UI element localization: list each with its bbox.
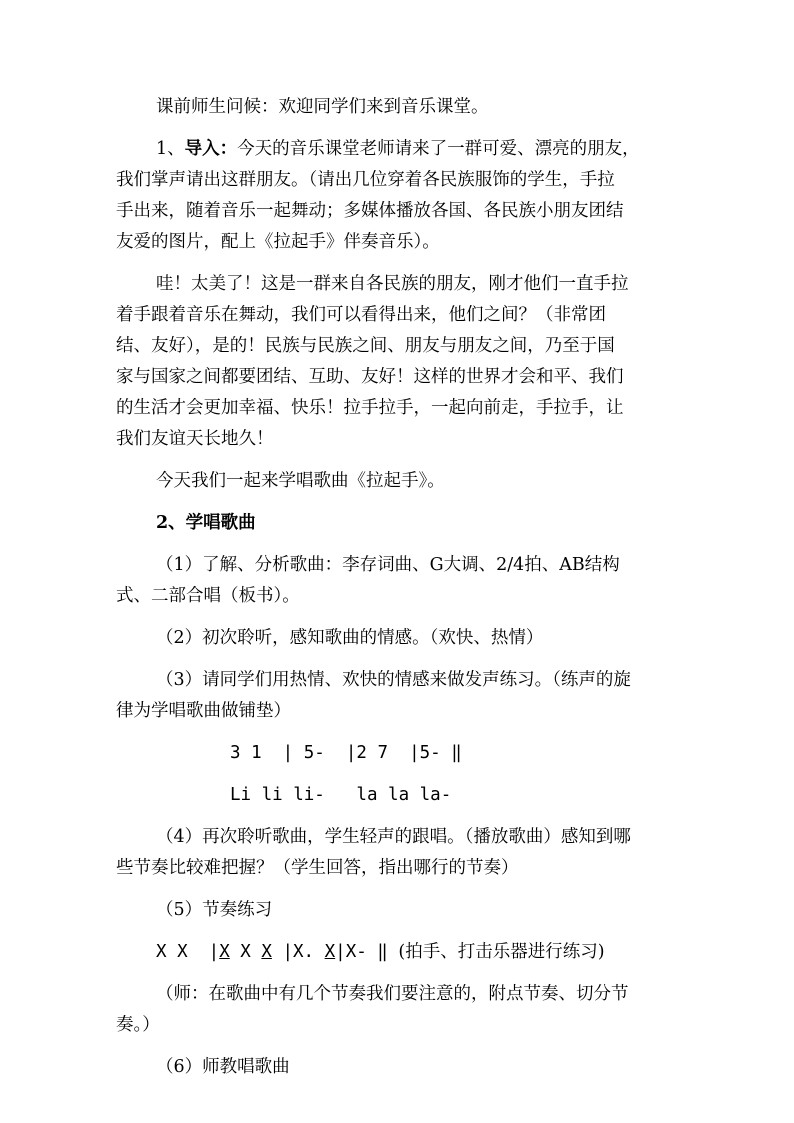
greeting-paragraph: 课前师生问候：欢迎同学们来到音乐课堂。	[156, 97, 489, 117]
step-6: （6）师教唱歌曲	[156, 1057, 290, 1077]
step-1-line-1: （1）了解、分析歌曲：李存词曲、G大调、2/4拍、AB结构	[156, 555, 620, 575]
step-1-line-2: 式、二部合唱（板书）。	[116, 586, 300, 606]
step-2: （2）初次聆听，感知歌曲的情感。（欢快、热情）	[156, 628, 544, 648]
vocal-exercise-lyrics: Li li li- la la la-	[230, 785, 452, 805]
intro-heading: 导入：	[184, 139, 238, 159]
step-3-line-2: 律为学唱歌曲做铺垫）	[116, 701, 291, 721]
wa-text-5: 的生活才会更加幸福、快乐！拉手拉手，一起向前走，手拉手，让	[116, 398, 624, 418]
intro-text-4: 友爱的图片，配上《拉起手》伴奏音乐）。	[116, 232, 440, 252]
rhythm-part-3: |X.	[271, 942, 325, 962]
step-5: （5）节奏练习	[156, 900, 273, 920]
rhythm-underlined-3: X	[324, 942, 336, 962]
wa-text-4: 家与国家之间都要团结、互助、友好！这样的世界才会和平、我们	[116, 367, 624, 387]
step-4-line-2: 些节奏比较难把握？（学生回答，指出哪行的节奏）	[116, 858, 519, 878]
rhythm-exercise	[156, 937, 718, 968]
vocal-exercise-notation: 3 1 | 5- |2 7 |5- ‖	[230, 743, 462, 763]
rhythm-underlined-2: X	[261, 942, 272, 962]
intro-first-line	[156, 134, 718, 165]
wa-text-6: 我们友谊天长地久！	[116, 429, 274, 449]
intro-text-3: 手出来，随着音乐一起舞动；多媒体播放各国、各民族小朋友团结	[116, 201, 624, 221]
step-4-line-1: （4）再次聆听歌曲，学生轻声的跟唱。（播放歌曲）感知到哪	[156, 827, 631, 847]
rhythm-part-2: X	[229, 942, 262, 962]
wa-text-2: 着手跟着音乐在舞动，我们可以看得出来，他们之间？（非常团	[116, 305, 606, 325]
intro-text-1: 今天的音乐课堂老师请来了一群可爱、漂亮的朋友，	[237, 139, 640, 159]
today-paragraph: 今天我们一起来学唱歌曲《拉起手》。	[156, 471, 445, 491]
section-2-heading: 2、学唱歌曲	[156, 513, 256, 533]
intro-text-2: 我们掌声请出这群朋友。（请出几位穿着各民族服饰的学生，手拉	[116, 170, 615, 190]
rhythm-underlined-1: X	[219, 942, 230, 962]
wa-text-1: 哇！太美了！这是一群来自各民族的朋友，刚才他们一直手拉	[156, 274, 629, 294]
rhythm-part-1: X X |	[156, 942, 220, 962]
intro-number: 1、	[156, 139, 185, 159]
rhythm-part-4: |X- ‖	[335, 942, 399, 962]
step-3-line-1: （3）请同学们用热情、欢快的情感来做发声练习。（练声的旋	[156, 670, 631, 690]
teacher-note-line-1: （师：在歌曲中有几个节奏我们要注意的，附点节奏、切分节	[156, 984, 629, 1004]
wa-text-3: 结、友好），是的！民族与民族之间、朋友与朋友之间，乃至于国	[116, 336, 615, 356]
teacher-note-line-2: 奏。）	[116, 1015, 160, 1035]
rhythm-note: (拍手、打击乐器进行练习)	[398, 942, 605, 962]
